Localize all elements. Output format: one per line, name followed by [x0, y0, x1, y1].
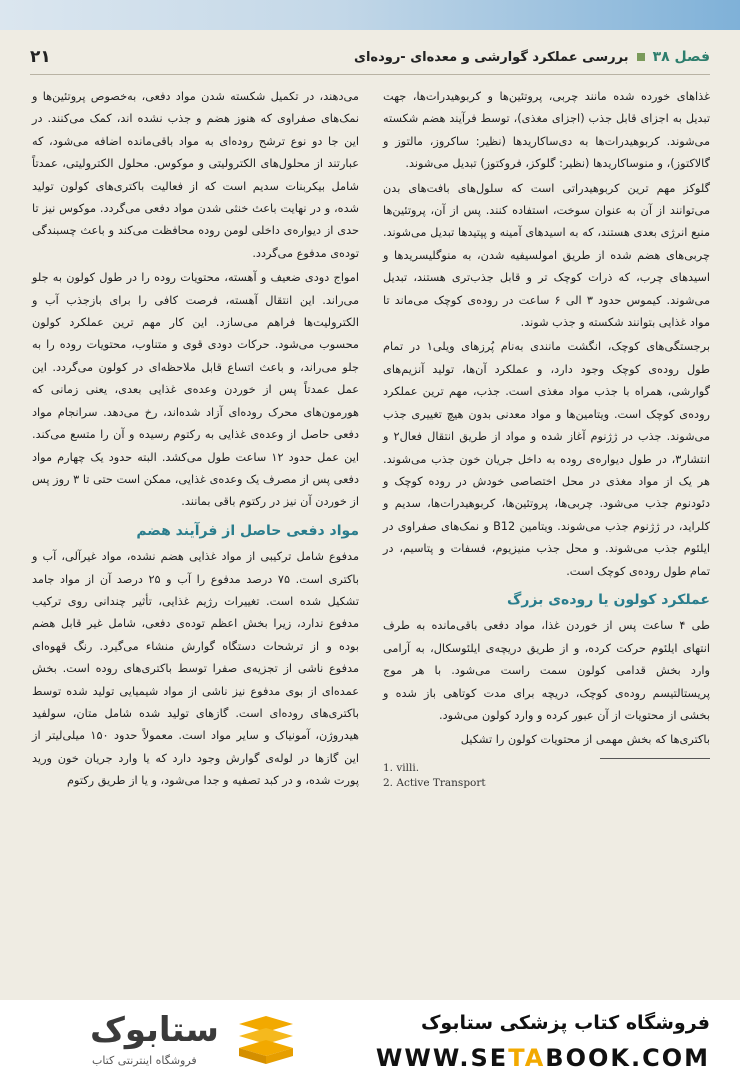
store-banner — [0, 1000, 740, 1080]
paragraph: برجستگی‌های کوچک، انگشت مانندی به‌نام پُرزهای ویلی۱ در تمام طول روده‌ی کوچک وجود دارد، و عملکرد آن‌ها، تولید آنزیم‌های گوارشی، همراه با جذب مواد مغذی است. جذب، مهم ترین عملکرد روده‌ی کوچک است. ویتامین‌ها و مواد معدنی بدون هیچ تغییری جذب می‌شوند. جذب در ژژنوم آغاز شده و مواد از طریق انتقال فعال۲ و انتشار۳، در طول دیواره‌ی روده به داخل جریان خون جذب می‌شوند. هر یک از مواد مغذی در محل اختصاصی خودش در روده کوچک و دئودنوم جذب می‌شود. چربی‌ها، پروتئین‌ها، کربوهیدرات‌ها، سدیم و کلراید، در ژژنوم جذب می‌شوند. ویتامین B12 و نمک‌های صفراوی در ایلئوم جذب می‌شوند. و محل جذب منیزیوم، فسفات و پتاسیم، در تمام طول روده‌ی کوچک است. — [383, 340, 711, 578]
logo-subtitle: فروشگاه اینترنتی کتاب — [92, 1054, 197, 1067]
chapter-info — [354, 49, 710, 65]
paragraph: گلوکز مهم ترین کربوهیدراتی است که سلول‌های بافت‌های بدن می‌توانند از آن به عنوان سوخت، استفاده کنند. پس از آن، پروتئین‌ها منبع انرژی بعدی هستند، که به اسیدهای آمینه و پپتیدها تبدیل می‌شوند. چربی‌های هضم شده از طریق امولسیفیه شدن، به منوگلیسریدها و اسیدهای چرب، که ذرات کوچک تر و قابل جذب‌تری هستند، تبدیل می‌شوند. کیموس حدود ۳ الی ۶ ساعت در روده‌ی کوچک می‌ماند تا مواد غذایی بتوانند شکسته و جذب شوند. — [383, 181, 710, 330]
paragraph: امواج دودی ضعیف و آهسته، محتویات روده را در طول کولون به جلو می‌راند. این انتقال آهسته، فرصت کافی را برای بازجذب آب و الکترولیت‌ها فراهم می‌سازد. این کار مهم ترین عملکرد کولون محسوب می‌شود. حرکات دودی قوی و متناوب، محتویات روده را به جلو می‌راند، و باعث اتساع قابل ملاحظه‌ای در کولون می‌گردد. این عمل عمدتاً پس از خوردن وعده‌ی غذایی بعدی، یعنی زمانی که هورمون‌های محرک روده‌ای آزاد شده‌اند، رخ می‌دهد. سرانجام مواد دفعی حاصل از وعده‌ی غذایی به رکتوم رسیده و آن را متسع می‌کند. این عمل حدود ۱۲ ساعت طول می‌کشد. البته حدود یک چهارم مواد دفعی پس از مصرف یک وعده‌ی غذایی، ممکن است حتی تا ۳ روز پس از خوردن آن نیز در رکتوم باقی بمانند. — [32, 271, 359, 509]
paragraph: مدفوع شامل ترکیبی از مواد غذایی هضم نشده، مواد غیرآلی، آب و باکتری است. ۷۵ درصد مدفوع را آب و ۲۵ درصد آن از مواد جامد تشکیل شده است. تغییرات رژیم غذایی، تأثیر چندانی روی ترکیب مدفوع ندارد، زیرا بخش اعظم توده‌ی دفعی، شامل غیر قابل هضم بوده و از ترشحات دستگاه گوارش منشاء می‌گیرد. رنگ قهوه‌ای مدفوع ناشی از تجزیه‌ی صفرا توسط باکتری‌های روده است. بخش عمده‌ای از بوی مدفوع نیز ناشی از مواد شیمیایی تولید شده توسط باکتری‌های روده‌ای است. گازهای تولید شده شامل متان، سولفید هیدروژن، آمونیاک و سایر مواد است. معمولاً حدود ۱۵۰ میلی‌لیتر از این گازها در لوله‌ی گوارش وجود دارد که یا وارد جریان خون ورید پورت شده، و در کبد تصفیه و جدا می‌شود، و یا از طریق رکتوم — [32, 550, 359, 788]
paragraph: باکتری‌ها که بخش مهمی از محتویات کولون را تشکیل — [460, 733, 710, 747]
chapter-label: فصل ۳۸ — [652, 49, 710, 65]
store-name: فروشگاه کتاب پزشکی ستابوک — [420, 1012, 710, 1034]
right-column — [383, 86, 710, 991]
left-column — [32, 86, 359, 991]
section-heading: مواد دفعی حاصل از فرآیند هضم — [136, 522, 359, 539]
url-accent: TA — [508, 1044, 546, 1072]
footnote-rule — [600, 758, 710, 759]
paragraph: می‌دهند، در تکمیل شکسته شدن مواد دفعی، به‌خصوص پروتئین‌ها و نمک‌های صفراوی که هنوز هضم و جذب نشده اند، کمک می‌کنند. در این جا دو نوع ترشح روده‌ای به مواد باقی‌مانده اضافه می‌شود، که عبارتند از محلول‌های الکترولیتی و موکوس. محلول الکترولیتی، عمدتاً شامل بیکربنات سدیم است که از فعالیت باکتری‌های کولون تولید شده، و در نهایت باعث خنثی شدن مواد دفعی می‌گردد. موکوس نیز تا حدی از دیواره‌ی داخلی لومن روده محافظت می‌کند و باعث چسبندگی توده‌ی مدفوع می‌گردد. — [32, 90, 359, 260]
paragraph: غذاهای خورده شده مانند چربی، پروتئین‌ها و کربوهیدرات‌ها، جهت تبدیل به اجزای قابل جذب (اجزای مغذی)، توسط فرآیند هضم شکسته می‌شوند. کربوهیدرات‌ها به دی‌ساکاریدها (نظیر: ساکروز، مالتوز و گالاکتوز)، و منوساکاریدها (نظیر: گلوکز، فروکتوز) تبدیل می‌شوند. — [383, 90, 710, 171]
text-columns — [32, 86, 710, 991]
chapter-square-icon — [637, 53, 645, 61]
footnote: 2. Active Transport — [383, 776, 486, 789]
chapter-title: بررسی عملکرد گوارشی و معده‌ای -روده‌ای — [354, 49, 629, 65]
logo-text: ستابوک — [90, 1010, 219, 1050]
page-header — [30, 40, 710, 75]
top-color-strip — [0, 0, 740, 30]
section-heading: عملکرد کولون یا روده‌ی بزرگ — [506, 591, 710, 608]
page-number: ۲۱ — [30, 47, 51, 67]
footnote: 1. villi. — [383, 761, 420, 774]
paragraph: طی ۴ ساعت پس از خوردن غذا، مواد دفعی باقی‌مانده به طرف انتهای ایلئوم حرکت کرده، و از طریق دریچه‌ی ایلئوسکال، به آرامی وارد بخش قدامی کولون سمت راست می‌شود. با هر موج پریستالتیسم روده‌ی کوچک، دریچه برای مدت کوتاهی باز شده و بخشی از محتویات از آن عبور کرده و وارد کولون می‌شود. — [383, 619, 710, 722]
store-url[interactable] — [376, 1044, 710, 1072]
store-logo[interactable] — [20, 1010, 300, 1070]
book-stack-icon — [235, 1014, 297, 1066]
url-prefix: WWW.SE — [375, 1044, 509, 1072]
url-suffix: BOOK.COM — [545, 1044, 710, 1072]
